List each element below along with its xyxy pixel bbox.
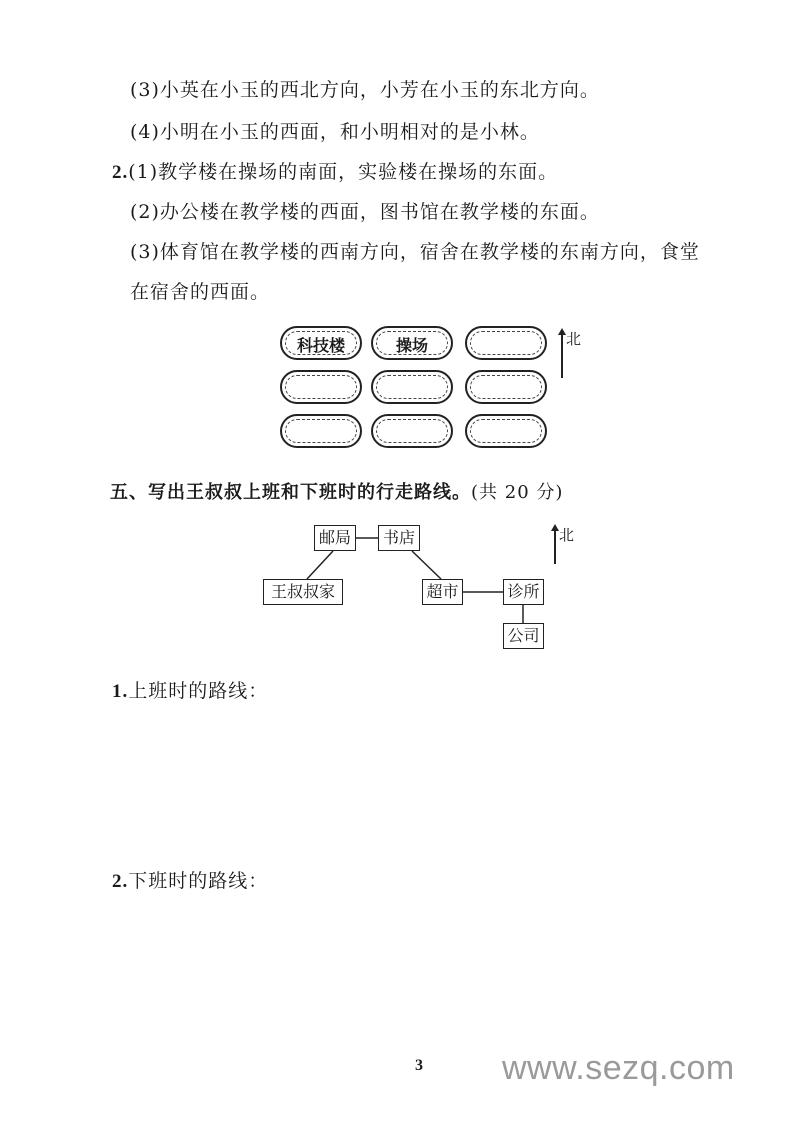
north-label: 北 bbox=[559, 526, 575, 544]
north-arrow-icon bbox=[554, 530, 556, 564]
question-label: 下班时的路线： bbox=[128, 870, 269, 892]
node-post-office: 邮局 bbox=[314, 525, 356, 551]
answer-area-1[interactable] bbox=[112, 710, 732, 850]
item-3-text: (3)小英在小玉的西北方向，小芳在小玉的东北方向。 bbox=[130, 79, 600, 101]
question-2-line-2: (2)办公楼在教学楼的西面，图书馆在教学楼的东面。 bbox=[130, 201, 600, 223]
question-2-line-1: (1)教学楼在操场的南面，实验楼在操场的东面。 bbox=[128, 161, 559, 183]
node-supermarket: 超市 bbox=[422, 579, 463, 605]
question-2-line-4: 在宿舍的西面。 bbox=[130, 281, 271, 303]
page-number: 3 bbox=[415, 1057, 423, 1074]
question-number: 2. bbox=[112, 162, 129, 183]
node-bookstore: 书店 bbox=[378, 525, 420, 551]
grid-cell-label: 科技楼 bbox=[296, 336, 345, 355]
question-number: 1. bbox=[112, 681, 129, 702]
grid-cell-label: 操场 bbox=[395, 336, 428, 355]
node-company: 公司 bbox=[503, 623, 544, 649]
answer-area-2[interactable] bbox=[112, 900, 732, 1040]
node-clinic: 诊所 bbox=[503, 579, 544, 605]
north-label: 北 bbox=[566, 330, 582, 348]
route-question-2 bbox=[112, 869, 268, 894]
section-points: (共 20 分) bbox=[471, 482, 564, 503]
question-label: 上班时的路线： bbox=[128, 680, 269, 702]
question-number: 2. bbox=[112, 871, 129, 892]
section-title: 五、写出王叔叔上班和下班时的行走路线。 bbox=[110, 482, 471, 503]
question-2-line-3: (3)体育馆在教学楼的西南方向，宿舍在教学楼的东南方向，食堂 bbox=[130, 241, 700, 263]
node-home: 王叔叔家 bbox=[263, 579, 343, 605]
item-4-text: (4)小明在小玉的西面，和小明相对的是小林。 bbox=[130, 121, 540, 143]
watermark: www.sezq.com bbox=[502, 1049, 735, 1087]
route-question-1 bbox=[112, 679, 268, 704]
